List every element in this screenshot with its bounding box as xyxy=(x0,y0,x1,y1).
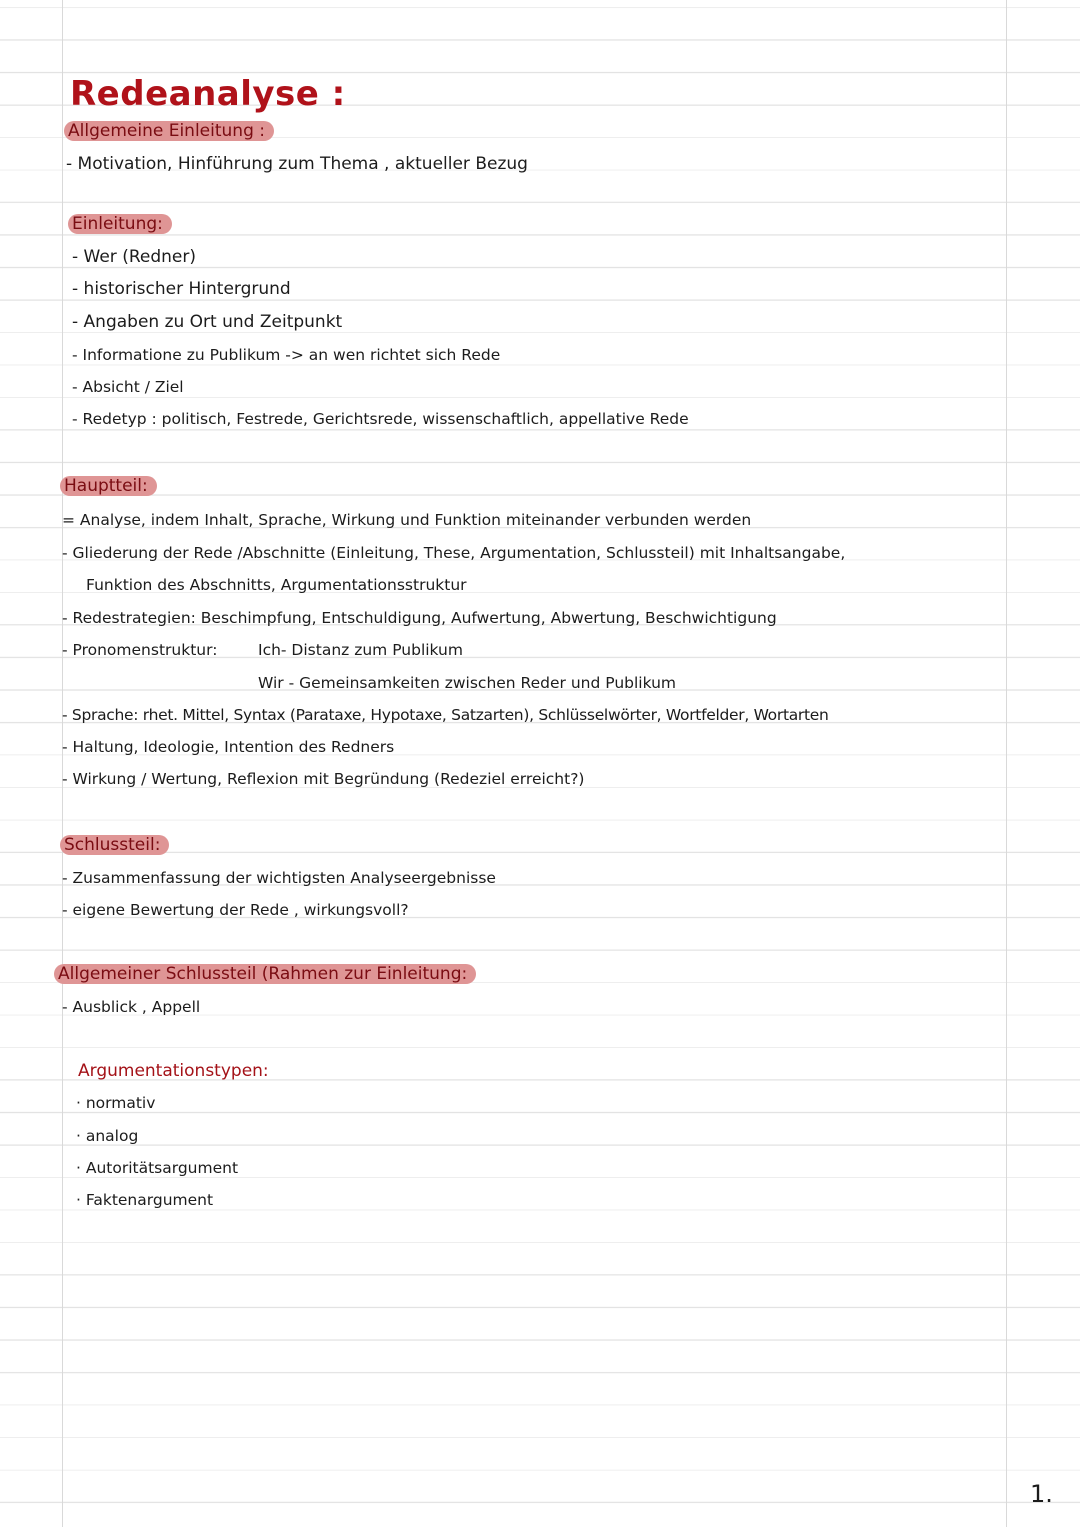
list-item: - Sprache: rhet. Mittel, Syntax (Parataxe, Hypotaxe, Satzarten), Schlüsselwörter, Wortfelder, Wortarten xyxy=(62,706,829,724)
list-item: · Autoritätsargument xyxy=(76,1159,239,1177)
list-item: - Haltung, Ideologie, Intention des Redners xyxy=(62,738,395,756)
list-item: - Redestrategien: Beschimpfung, Entschuldigung, Aufwertung, Abwertung, Beschwichtigung xyxy=(62,609,777,627)
list-item: Funktion des Abschnitts, Argumentationsstruktur xyxy=(86,576,467,594)
heading-hauptteil: Hauptteil: xyxy=(60,476,157,496)
left-margin-line xyxy=(62,0,63,1527)
list-item: - eigene Bewertung der Rede , wirkungsvoll? xyxy=(62,901,409,919)
page-number: 1. xyxy=(1030,1480,1053,1508)
list-item: - Ausblick , Appell xyxy=(62,998,201,1016)
list-item: - Zusammenfassung der wichtigsten Analyseergebnisse xyxy=(62,869,496,887)
list-item: - Wer (Redner) xyxy=(72,247,196,267)
list-item: - Informatione zu Publikum -> an wen richtet sich Rede xyxy=(72,346,501,364)
heading-allgemeine-einleitung: Allgemeine Einleitung : xyxy=(64,121,274,141)
list-item: = Analyse, indem Inhalt, Sprache, Wirkung und Funktion miteinander verbunden werden xyxy=(62,511,752,529)
list-item: · Faktenargument xyxy=(76,1191,214,1209)
list-item: - Redetyp : politisch, Festrede, Gerichtsrede, wissenschaftlich, appellative Rede xyxy=(72,410,689,428)
list-item: - Angaben zu Ort und Zeitpunkt xyxy=(72,312,343,332)
heading-schlussteil: Schlussteil: xyxy=(60,835,169,855)
list-item: - Motivation, Hinführung zum Thema , aktueller Bezug xyxy=(66,154,528,174)
heading-allgemeiner-schlussteil: Allgemeiner Schlussteil (Rahmen zur Einleitung: xyxy=(54,964,476,984)
list-item: - Wirkung / Wertung, Reflexion mit Begründung (Redeziel erreicht?) xyxy=(62,770,585,788)
heading-einleitung: Einleitung: xyxy=(68,214,172,234)
list-item: Ich- Distanz zum Publikum xyxy=(258,641,463,659)
heading-argumentationstypen: Argumentationstypen: xyxy=(78,1061,269,1081)
page-title: Redeanalyse : xyxy=(70,74,346,114)
list-item: - Pronomenstruktur: xyxy=(62,641,218,659)
list-item: Wir - Gemeinsamkeiten zwischen Reder und Publikum xyxy=(258,674,677,692)
right-margin-line xyxy=(1006,0,1007,1527)
list-item: - Gliederung der Rede /Abschnitte (Einleitung, These, Argumentation, Schlussteil) mit Inhaltsangabe, xyxy=(62,544,846,562)
list-item: - historischer Hintergrund xyxy=(72,279,291,299)
list-item: · analog xyxy=(76,1127,139,1145)
list-item: · normativ xyxy=(76,1094,156,1112)
list-item: - Absicht / Ziel xyxy=(72,378,184,396)
